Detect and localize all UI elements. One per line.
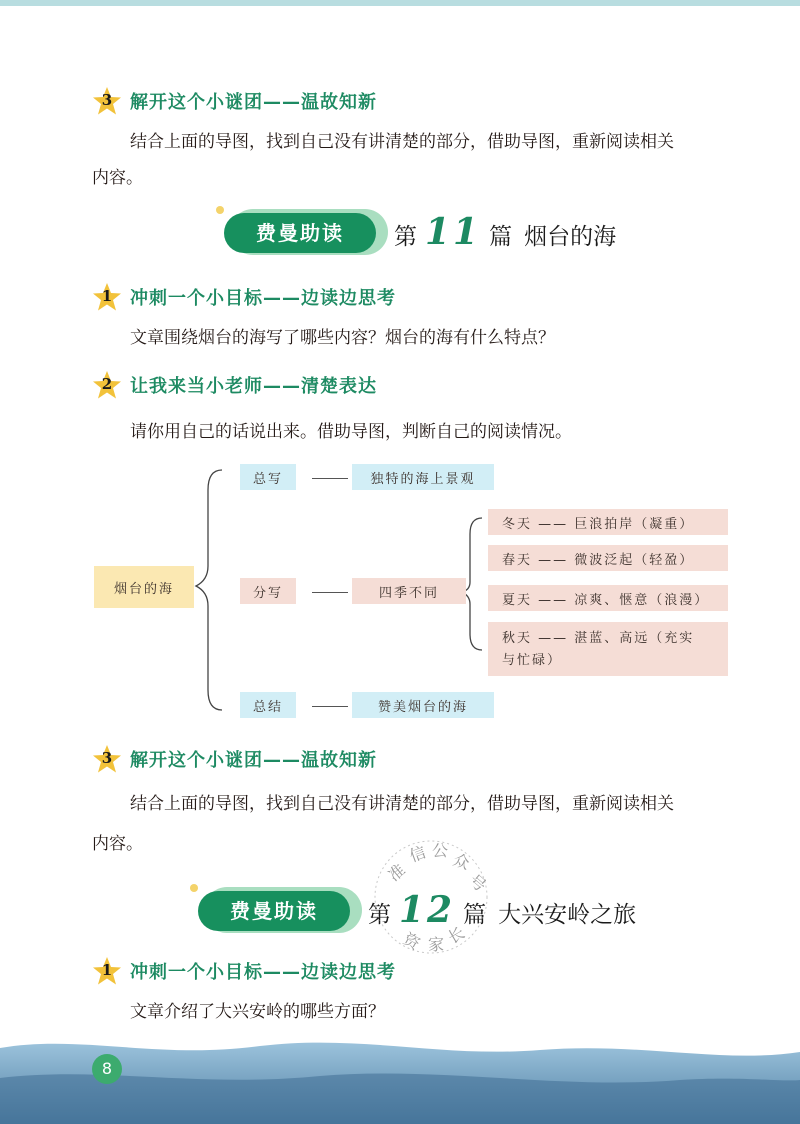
connector-line: [312, 706, 348, 707]
connector-line: [312, 478, 348, 479]
feynman-badge: 费曼助读: [198, 891, 350, 931]
heading-title: 冲刺一个小目标——边读边思考: [130, 962, 396, 983]
sparkle-icon: [190, 884, 198, 892]
svg-text:公: 公: [432, 841, 449, 860]
svg-text:信: 信: [406, 842, 429, 866]
star-badge-icon: 1: [92, 282, 122, 312]
paragraph-line: 结合上面的导图，找到自己没有讲清楚的部分，借助导图，重新阅读相关: [130, 132, 674, 152]
connector-line: [312, 592, 348, 593]
season-winter: 冬天 —— 巨浪拍岸（凝重）: [488, 509, 728, 535]
heading-title: 解开这个小谜团——温故知新: [130, 750, 377, 771]
season-summer: 夏天 —— 凉爽、惬意（浪漫）: [488, 585, 728, 611]
svg-text:众: 众: [450, 849, 473, 874]
season-autumn: 秋天 —— 湛蓝、高远（充实 与忙碌）: [488, 622, 728, 676]
star-badge-icon: 3: [92, 744, 122, 774]
star-badge-icon: 1: [92, 956, 122, 986]
wave-decoration: [0, 1030, 800, 1124]
article-number: 12: [399, 889, 456, 931]
heading-title: 冲刺一个小目标——边读边思考: [130, 288, 396, 309]
paragraph-line: 内容。: [92, 168, 143, 188]
mindmap-label-total: 总写: [240, 464, 296, 490]
article-number: 11: [425, 211, 482, 253]
mindmap-value-summary: 赞美烟台的海: [352, 692, 494, 718]
article-title: 第 12 篇 大兴安岭之旅: [368, 889, 637, 931]
svg-text:准: 准: [384, 860, 409, 886]
mindmap-root: 烟台的海: [94, 566, 194, 608]
mindmap-value-detail: 四季不同: [352, 578, 466, 604]
paragraph-line: 内容。: [92, 834, 143, 854]
mindmap-value-total: 独特的海上景观: [352, 464, 494, 490]
article-title: 第 11 篇 烟台的海: [394, 211, 617, 253]
page-number-badge: 8: [92, 1054, 122, 1084]
star-badge-icon: 2: [92, 370, 122, 400]
mindmap-label-summary: 总结: [240, 692, 296, 718]
step1-heading: [92, 956, 396, 986]
star-badge-icon: 3: [92, 86, 122, 116]
heading-title: 解开这个小谜团——温故知新: [130, 92, 377, 113]
paragraph-line: 请你用自己的话说出来。借助导图，判断自己的阅读情况。: [130, 422, 572, 442]
svg-text:长: 长: [444, 923, 468, 948]
svg-text:号: 号: [465, 870, 490, 896]
watermark-stamp: [372, 838, 490, 956]
feynman-badge: 费曼助读: [224, 213, 376, 253]
season-spring: 春天 —— 微波泛起（轻盈）: [488, 545, 728, 571]
svg-text:资: 资: [400, 929, 424, 954]
paragraph-line: 结合上面的导图，找到自己没有讲清楚的部分，借助导图，重新阅读相关: [130, 794, 674, 814]
paragraph-line: 文章围绕烟台的海写了哪些内容？烟台的海有什么特点？: [130, 328, 555, 348]
mindmap-label-detail: 分写: [240, 578, 296, 604]
paragraph-line: 文章介绍了大兴安岭的哪些方面？: [130, 1002, 385, 1022]
svg-text:家: 家: [428, 935, 445, 954]
heading-title: 让我来当小老师——清楚表达: [130, 376, 377, 397]
step3-heading: [92, 744, 377, 774]
